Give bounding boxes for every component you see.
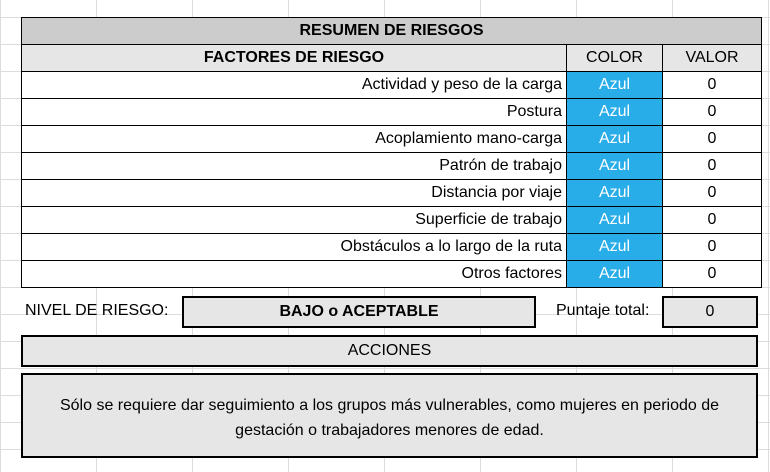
value-header[interactable]: VALOR (663, 45, 762, 72)
factor-cell[interactable]: Patrón de trabajo (22, 153, 567, 180)
summary-title[interactable]: RESUMEN DE RIESGOS (22, 18, 762, 45)
factor-cell[interactable]: Obstáculos a lo largo de la ruta (22, 234, 567, 261)
factor-cell[interactable]: Distancia por viaje (22, 180, 567, 207)
risk-level-value[interactable]: BAJO o ACEPTABLE (182, 296, 536, 328)
value-cell[interactable]: 0 (663, 99, 762, 126)
value-cell[interactable]: 0 (663, 72, 762, 99)
value-cell[interactable]: 0 (663, 261, 762, 288)
color-cell[interactable]: Azul (567, 72, 663, 99)
color-cell[interactable]: Azul (567, 126, 663, 153)
total-score-value[interactable]: 0 (662, 296, 758, 328)
header-row (22, 45, 762, 72)
table-row (22, 207, 762, 234)
risk-level-label[interactable]: NIVEL DE RIESGO: (25, 302, 169, 319)
color-header[interactable]: COLOR (567, 45, 663, 72)
color-cell[interactable]: Azul (567, 180, 663, 207)
factor-cell[interactable]: Actividad y peso de la carga (22, 72, 567, 99)
color-cell[interactable]: Azul (567, 153, 663, 180)
factor-cell[interactable]: Superficie de trabajo (22, 207, 567, 234)
risk-summary-table (21, 17, 762, 288)
value-cell[interactable]: 0 (663, 180, 762, 207)
actions-text: Sólo se requiere dar seguimiento a los grupos más vulnerables, como mujeres en periodo de gestación o trabajadores menores de edad. (59, 397, 720, 439)
color-cell[interactable]: Azul (567, 207, 663, 234)
color-cell[interactable]: Azul (567, 99, 663, 126)
value-cell[interactable]: 0 (663, 234, 762, 261)
color-cell[interactable]: Azul (567, 234, 663, 261)
table-row (22, 153, 762, 180)
table-row (22, 126, 762, 153)
table-row (22, 234, 762, 261)
value-cell[interactable]: 0 (663, 153, 762, 180)
actions-text-box[interactable] (21, 373, 758, 458)
title-row (22, 18, 762, 45)
table-row (22, 180, 762, 207)
value-cell[interactable]: 0 (663, 207, 762, 234)
factor-cell[interactable]: Postura (22, 99, 567, 126)
value-cell[interactable]: 0 (663, 126, 762, 153)
table-row (22, 72, 762, 99)
color-cell[interactable]: Azul (567, 261, 663, 288)
total-score-label[interactable]: Puntaje total: (556, 302, 650, 319)
factor-cell[interactable]: Otros factores (22, 261, 567, 288)
table-row (22, 261, 762, 288)
factors-header[interactable]: FACTORES DE RIESGO (22, 45, 567, 72)
table-row (22, 99, 762, 126)
factor-cell[interactable]: Acoplamiento mano-carga (22, 126, 567, 153)
actions-title[interactable]: ACCIONES (21, 335, 758, 367)
